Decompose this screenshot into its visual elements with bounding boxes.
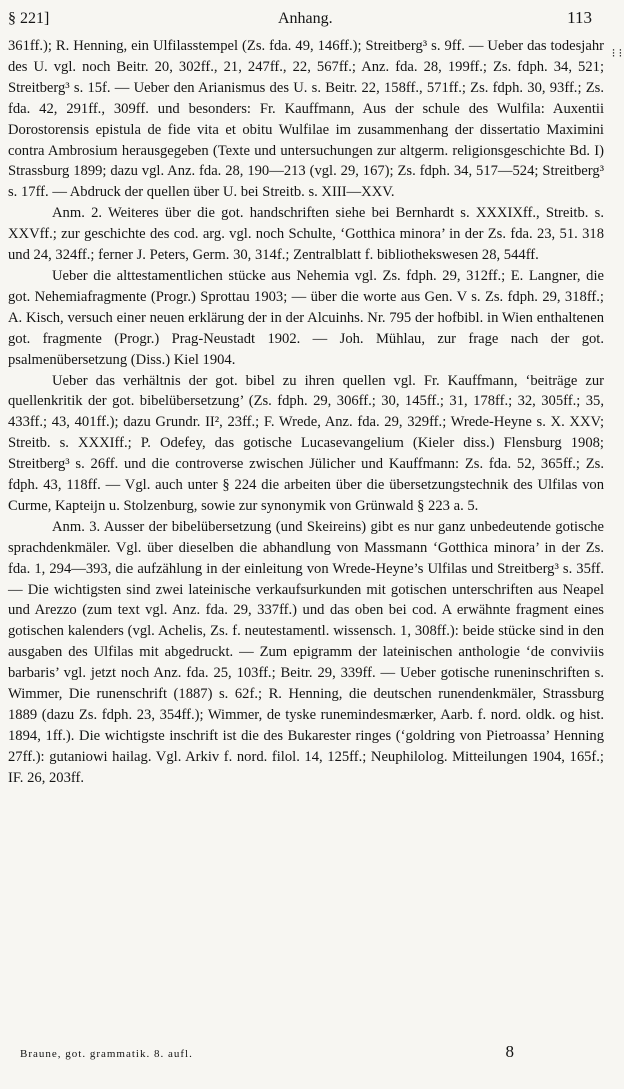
paragraph-nehemia: Ueber die alttestamentlichen stücke aus Nehemia vgl. Zs. fdph. 29, 312ff.; E. Langner, die got. Nehemiafragmente (Progr.) Sprottau 1903; — über die worte aus Gen. V s. Zs. fdph. 29, 318ff.; A. Kisch, versuch einer neuen erklärung der in der Alcuinhs. Nr. 795 der hofbibl. in Wien enthaltenen got. fragmente (Progr.) Prag-Neustadt 1902. — Joh. Mühlau, zur frage nach der got. psalmenübersetzung (Diss.) Kiel 1904. [8,267,604,368]
section-marker: § 221] [8,10,50,27]
paragraph-anm-2: Anm. 2. Weiteres über die got. handschriften siehe bei Bernhardt s. XXXIXff., Streitb. s. XXVff.; zur geschichte des cod. arg. vgl. noch Schulte, ‘Gotthica minora’ in der Zs. fda. 23, 51. 318 und 24, 324ff.; ferner J. Peters, Germ. 30, 314f.; Zentralblatt f. bibliothekswesen 28, 544ff. [8,205,604,264]
sheet-number: 8 [505,1042,514,1061]
paragraph-continued: 361ff.); R. Henning, ein Ulfilasstempel (Zs. fda. 49, 146ff.); Streitberg³ s. 9ff. — Ueber das todesjahr des U. vgl. noch Beitr. 20, 302ff., 21, 247ff., 22, 567ff.; Anz. fda. 28, 199ff.; Zs. fdph. 34, 521; Streitberg³ s. 15f. — Ueber den Arianismus des U. s. Beitr. 22, 158ff., 571ff.; Zs. fdph. 30, 93ff.; Zs. fda. 42, 291ff., 309ff. und besonders: Fr. Kauffmann, Aus der schule des Wulfila: Auxentii Dorostorensis epistula de fide vita et obitu Wulfilae im zusammenhang der dissertatio Maximini contra Ambrosium herausgegeben (Texte und untersuchungen zur altgerm. religionsgeschichte Bd. I) Strassburg 1899; dazu vgl. Anz. fda. 28, 190—213 (vgl. 29, 167); Zs. fdph. 34, 517—524; Streitberg³ s. 17ff. — Abdruck der quellen über U. bei Streitb. s. XIII—XXV. [8,38,604,201]
running-title: Anhang. [278,10,333,27]
page-number: 113 [567,8,592,27]
signature-line: Braune, got. grammatik. 8. aufl. [20,1048,193,1060]
running-header [8,6,610,36]
margin-mark: ⁝ ⁝ [611,46,623,60]
paragraph-anm-3: Anm. 3. Ausser der bibelübersetzung (und Skeireins) gibt es nur ganz unbedeutende gotische sprachdenkmäler. Vgl. über dieselben die abhandlung von Massmann ‘Gotthica minora’ in der Zs. fda. 1, 294—393, die aufzählung in der einleitung von Wrede-Heyne’s Ulfilas und Streitberg³ s. 35ff. — Die wichtigsten sind zwei lateinische verkaufsurkunden mit gotischen unterschriften aus Neapel und Arezzo (zum text vgl. Anz. fda. 29, 337ff.) und das oben bei cod. A erwähnte fragment eines gotischen kalenders (vgl. Achelis, Zs. f. neutestamentl. wissensch. 1, 308ff.): beide stücke sind in den ausgaben des Ulfilas mit abgedruckt. — Zum epigramm der lateinischen anthologie ‘de conviviis barbaris’ vgl. jetzt noch Anz. fda. 25, 103ff.; Beitr. 29, 339ff. — Ueber gotische runeninschriften s. Wimmer, Die runenschrift (1887) s. 62f.; R. Henning, die deutschen runendenkmäler, Strassburg 1889 (dazu Zs. fdph. 23, 354ff.); Wimmer, de tyske runemindesmærker, Aarb. f. nord. oldk. og hist. 1894, 1ff.). Die wichtigste inschrift ist die des Bukarester ringes (‘goldring von Pietroassa’ Henning 27ff.): gutaniowi hailag. Vgl. Arkiv f. nord. filol. 14, 125ff.; Neuphilolog. Mitteilungen 1904, 165f.; IF. 26, 203ff. [8,518,604,786]
page-body [8,36,604,789]
paragraph-quellen: Ueber das verhältnis der got. bibel zu ihren quellen vgl. Fr. Kauffmann, ‘beiträge zur quellenkritik der got. bibelübersetzung’ (Zs. fdph. 29, 306ff.; 30, 145ff.; 31, 178ff.; 32, 305ff.; 35, 433ff.; 43, 401ff.); dazu Grundr. II², 23ff.; F. Wrede, Anz. fda. 29, 329ff.; Wrede-Heyne s. X. XXV; Streitb. s. XXXIff.; P. Odefey, das gotische Lucasevangelium (Kieler diss.) Flensburg 1908; Streitberg³ s. 26ff. und die controverse zwischen Jülicher und Kauffmann: Zs. fda. 52, 365ff.; Zs. fdph. 43, 118ff. — Vgl. auch unter § 224 die arbeiten über die übersetzungstechnik des Ulfilas von Curme, Kapteijn u. Stolzenburg, sowie zur synonymik von Grünwald § 223 a. 5. [8,372,604,514]
